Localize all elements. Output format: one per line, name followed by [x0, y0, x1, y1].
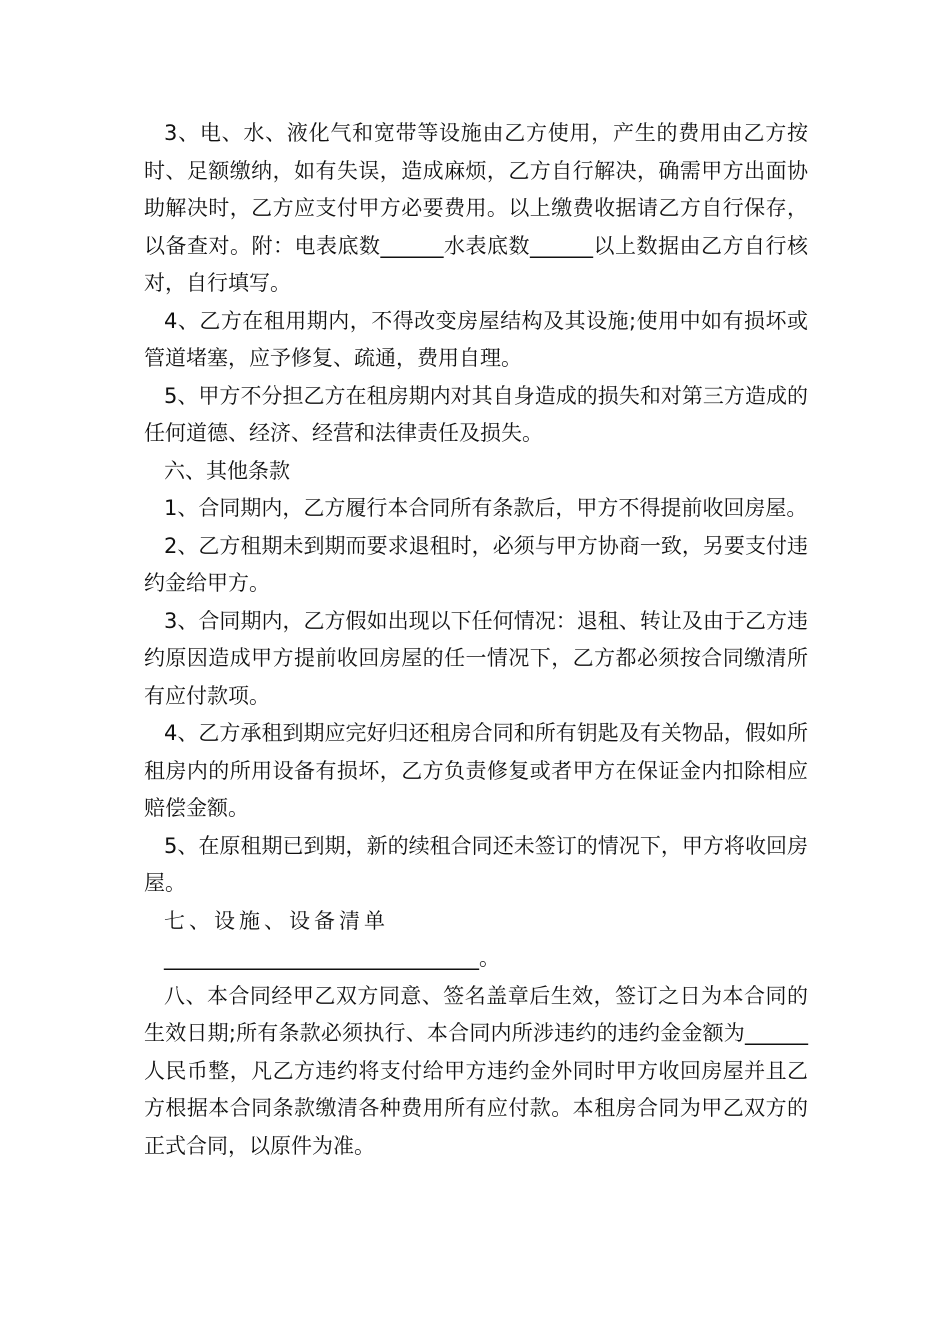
- clause-return-items: 4、乙方承租到期应完好归还租房合同和所有钥匙及有关物品，假如所租房内的所用设备有损坏，乙方负责修复或者甲方在保证金内扣除相应赔偿金额。: [144, 721, 808, 820]
- clause-effectiveness: 八、本合同经甲乙双方同意、签名盖章后生效，签订之日为本合同的生效日期;所有条款必须执行、本合同内所涉违约的违约金金额为______人民币整，凡乙方违约将支付给甲方违约金外同时甲方收回房屋并且乙方根据本合同条款缴清各种费用所有应付款。本租房合同为甲乙双方的正式合同，以原件为准。: [144, 983, 808, 1158]
- clause-lease-expiry: 5、在原租期已到期，新的续租合同还未签订的情况下，甲方将收回房屋。: [144, 833, 808, 895]
- section-heading-equipment-list: 七、设施、设备清单: [164, 908, 389, 933]
- clause-liability-exclusion: 5、甲方不分担乙方在租房期内对其自身造成的损失和对第三方造成的任何道德、经济、经营和法律责任及损失。: [144, 383, 808, 445]
- equipment-list-blank: ______________________________。: [164, 946, 500, 970]
- clause-breach-payment: 3、合同期内，乙方假如出现以下任何情况：退租、转让及由于乙方违约原因造成甲方提前收回房屋的任一情况下，乙方都必须按合同缴清所有应付款项。: [144, 608, 808, 708]
- clause-early-termination: 2、乙方租期未到期而要求退租时，必须与甲方协商一致，另要支付违约金给甲方。: [144, 533, 808, 595]
- section-heading-other-terms: 六、其他条款: [164, 458, 290, 483]
- clause-structure-repair: 4、乙方在租用期内，不得改变房屋结构及其设施;使用中如有损坏或管道堵塞，应予修复、疏通，费用自理。: [144, 308, 808, 370]
- document-body: [144, 115, 808, 1165]
- clause-no-early-recovery: 1、合同期内，乙方履行本合同所有条款后，甲方不得提前收回房屋。: [164, 496, 808, 520]
- clause-utilities-fees: 3、电、水、液化气和宽带等设施由乙方使用，产生的费用由乙方按时、足额缴纳，如有失误，造成麻烦，乙方自行解决，确需甲方出面协助解决时，乙方应支付甲方必要费用。以上缴费收据请乙方自行保存，以备查对。附：电表底数______水表底数______以上数据由乙方自行核对，自行填写。: [144, 121, 808, 295]
